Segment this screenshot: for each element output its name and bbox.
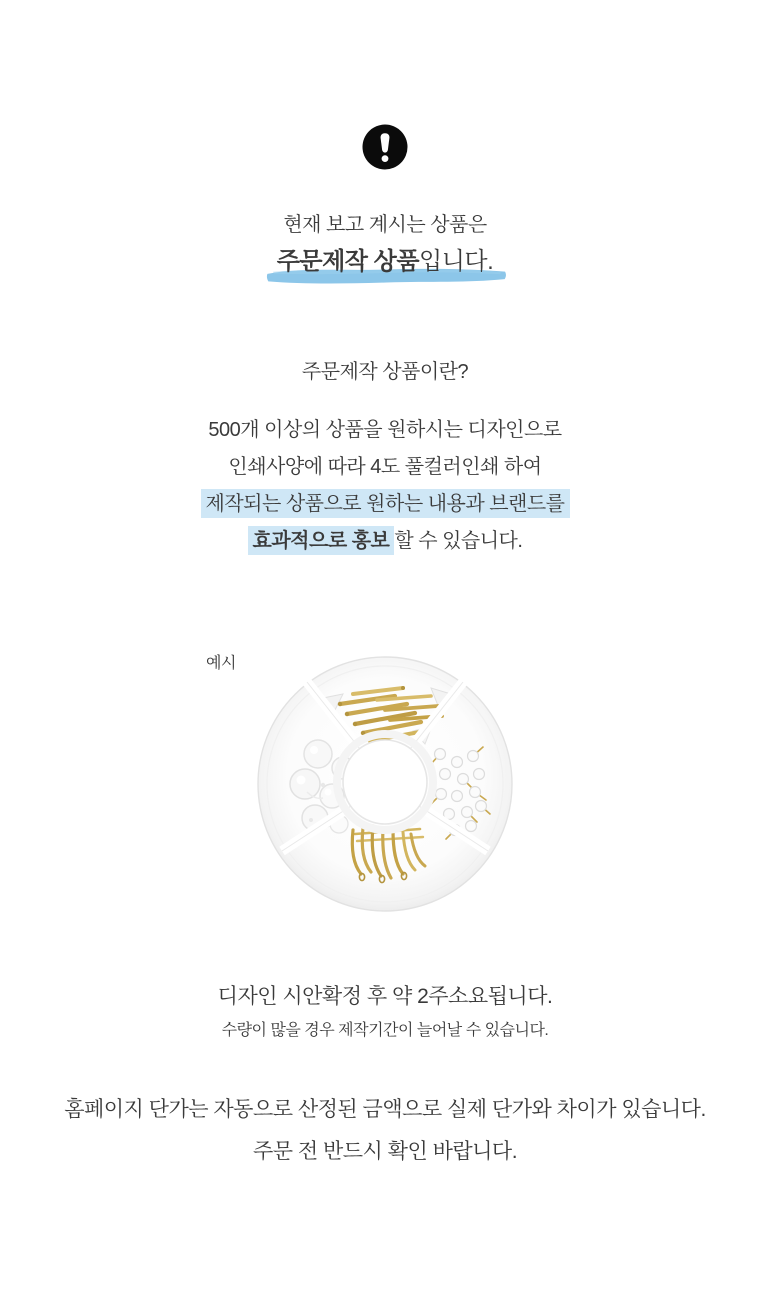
example-section bbox=[0, 654, 770, 956]
product-title-line bbox=[277, 247, 494, 277]
production-line-2: 수량이 많을 경우 제작기간이 늘어날 수 있습니다. bbox=[221, 1022, 549, 1039]
production-line-1: 디자인 시안확정 후 약 2주소요됩니다. bbox=[217, 985, 553, 1008]
product-title-rest: 입니다. bbox=[419, 248, 494, 275]
product-title bbox=[277, 248, 494, 275]
about-line-2: 인쇄사양에 따라 4도 풀컬러인쇄 하여 bbox=[228, 456, 542, 478]
example-label: 예시 bbox=[206, 655, 236, 672]
pricing-line-2: 주문 전 반드시 확인 바랍니다. bbox=[252, 1140, 518, 1163]
pricing-notice bbox=[0, 1095, 770, 1167]
case-hole bbox=[343, 740, 427, 824]
product-title-emphasis: 주문제작 상품 bbox=[276, 248, 420, 275]
about-line-1: 500개 이상의 상품을 원하시는 디자인으로 bbox=[208, 419, 562, 441]
pricing-line-1: 홈페이지 단가는 자동으로 산정된 금액으로 실제 단가와 차이가 있습니다. bbox=[64, 1098, 706, 1121]
production-notice bbox=[0, 982, 770, 1042]
alert-icon-wrap bbox=[0, 0, 770, 170]
about-line-4-highlight: 효과적으로 홍보 bbox=[248, 526, 395, 555]
about-paragraph bbox=[0, 412, 770, 560]
about-heading: 주문제작 상품이란? bbox=[301, 361, 469, 383]
about-line-4 bbox=[0, 523, 770, 560]
about-line-3 bbox=[0, 486, 770, 523]
exclamation-circle-icon bbox=[362, 124, 408, 170]
push-pin-assortment-case-photo bbox=[235, 654, 535, 954]
about-line-4-rest: 할 수 있습니다. bbox=[394, 530, 523, 552]
about-line-3-highlight: 제작되는 상품으로 원하는 내용과 브랜드를 bbox=[201, 489, 570, 518]
intro-line: 현재 보고 계시는 상품은 bbox=[283, 214, 487, 236]
